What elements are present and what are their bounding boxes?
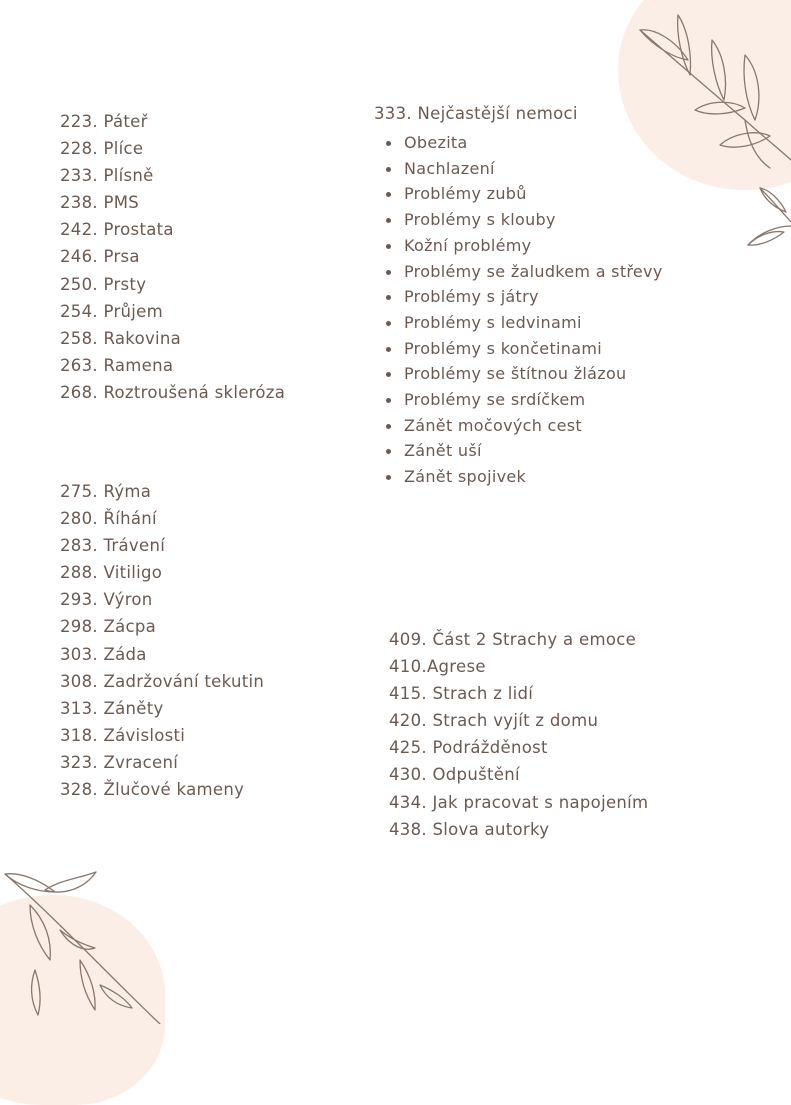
- bullet-item-label: Zánět spojivek: [404, 467, 527, 487]
- bullet-item: [386, 207, 663, 233]
- bullet-item-label: Kožní problémy: [404, 235, 532, 255]
- bullet-item-label: Problémy s ledvinami: [404, 312, 582, 332]
- bullet-item: [386, 361, 663, 387]
- bullet-icon: [386, 321, 391, 326]
- bullet-icon: [386, 218, 391, 223]
- bullet-icon: [386, 398, 391, 403]
- bullet-item: [386, 310, 663, 336]
- toc-left-bottom-list: [60, 478, 264, 803]
- bullet-item-label: Zánět uší: [404, 441, 482, 461]
- toc-entry: 250. Prsty: [60, 274, 147, 294]
- toc-entry: 228. Plíce: [60, 139, 144, 159]
- bullet-item: [386, 284, 663, 310]
- toc-entry: 280. Říhání: [60, 509, 157, 529]
- bullet-icon: [386, 244, 391, 249]
- bullet-icon: [386, 475, 391, 480]
- bullet-icon: [386, 167, 391, 172]
- bullet-item-label: Problémy se žaludkem a střevy: [404, 261, 663, 281]
- toc-entry: 298. Zácpa: [60, 617, 157, 637]
- toc-entry: 263. Ramena: [60, 355, 174, 375]
- bullet-item: [386, 156, 663, 182]
- bullet-item-label: Problémy se srdíčkem: [404, 390, 586, 410]
- toc-right-bottom-list: [389, 626, 648, 843]
- bullet-item: [386, 130, 663, 156]
- toc-entry: 238. PMS: [60, 193, 140, 213]
- toc-entry: 275. Rýma: [60, 482, 152, 501]
- toc-entry: 303. Záda: [60, 644, 147, 664]
- toc-entry: 425. Podrážděnost: [389, 738, 548, 758]
- toc-entry: 293. Výron: [60, 590, 153, 610]
- toc-entry: 254. Průjem: [60, 301, 163, 321]
- bullet-icon: [386, 192, 391, 197]
- section-title: 333. Nejčastější nemoci: [374, 104, 578, 123]
- toc-entry: 258. Rakovina: [60, 328, 182, 348]
- toc-entry: 438. Slova autorky: [389, 819, 550, 839]
- toc-entry: 223. Páteř: [60, 112, 148, 131]
- bullet-item: [386, 464, 663, 490]
- bullet-item-label: Problémy s končetinami: [404, 338, 602, 358]
- leaf-branch-bottom-left-icon: [0, 860, 170, 1024]
- toc-entry: 430. Odpuštění: [389, 765, 520, 785]
- bullet-item: [386, 387, 663, 413]
- toc-entry: 233. Plísně: [60, 166, 154, 186]
- toc-entry: 410.Agrese: [389, 657, 486, 677]
- toc-entry: 268. Roztroušená skleróza: [60, 382, 286, 402]
- toc-entry: 420. Strach vyjít z domu: [389, 711, 599, 731]
- toc-entry: 318. Závislosti: [60, 725, 186, 745]
- toc-entry: 246. Prsa: [60, 247, 140, 267]
- toc-entry: 288. Vitiligo: [60, 563, 163, 583]
- toc-entry: 323. Zvracení: [60, 752, 179, 772]
- toc-entry: 434. Jak pracovat s napojením: [389, 792, 649, 812]
- bullet-item-label: Problémy s klouby: [404, 210, 556, 230]
- bullet-item-label: Problémy se štítnou žlázou: [404, 364, 627, 384]
- common-diseases-bullet-list: [386, 130, 663, 490]
- toc-entry: 242. Prostata: [60, 220, 174, 240]
- bullet-icon: [386, 141, 391, 146]
- bullet-item-label: Zánět močových cest: [404, 415, 582, 435]
- bullet-item-label: Nachlazení: [404, 158, 495, 178]
- bullet-icon: [386, 270, 391, 275]
- toc-entry: 308. Zadržování tekutin: [60, 671, 265, 691]
- bullet-item: [386, 336, 663, 362]
- toc-entry: 283. Trávení: [60, 536, 166, 556]
- bullet-icon: [386, 424, 391, 429]
- bullet-item: [386, 233, 663, 259]
- bullet-icon: [386, 449, 391, 454]
- bullet-item-label: Obezita: [404, 133, 468, 152]
- bullet-item-label: Problémy s játry: [404, 287, 539, 307]
- bullet-icon: [386, 372, 391, 377]
- toc-entry: 313. Záněty: [60, 698, 164, 718]
- bullet-item: [386, 181, 663, 207]
- bullet-item: [386, 259, 663, 285]
- bullet-icon: [386, 295, 391, 300]
- bullet-icon: [386, 347, 391, 352]
- toc-entry: 415. Strach z lidí: [389, 684, 534, 704]
- bullet-item: [386, 413, 663, 439]
- toc-left-top-list: [60, 108, 285, 406]
- toc-entry: 409. Část 2 Strachy a emoce: [389, 630, 637, 649]
- bullet-item: [386, 438, 663, 464]
- toc-entry: 328. Žlučové kameny: [60, 780, 245, 800]
- bullet-item-label: Problémy zubů: [404, 184, 527, 204]
